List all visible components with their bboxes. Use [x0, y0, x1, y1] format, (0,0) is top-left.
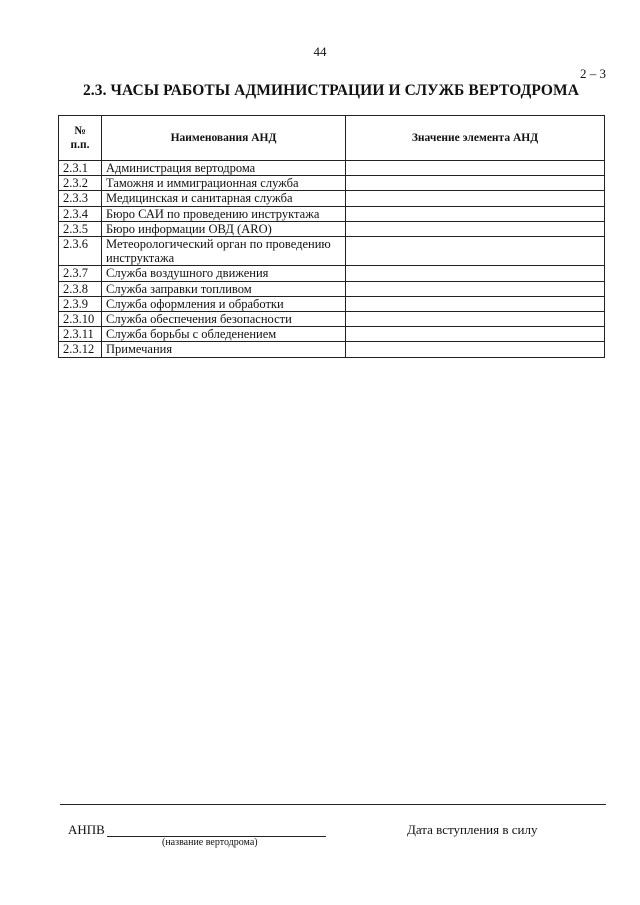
- table-row: [59, 296, 605, 311]
- table-row: [59, 312, 605, 327]
- table-row: [59, 221, 605, 236]
- row-number: 2.3.2: [59, 176, 102, 191]
- row-value: [346, 327, 605, 342]
- row-name: Примечания: [102, 342, 346, 357]
- header-number-symbol: №: [74, 125, 86, 137]
- row-value: [346, 221, 605, 236]
- row-value: [346, 191, 605, 206]
- header-number-abbr: п.п.: [70, 139, 90, 151]
- table-row: [59, 206, 605, 221]
- row-name: Служба обеспечения безопасности: [102, 312, 346, 327]
- table-row: [59, 266, 605, 281]
- header-name: Наименования АНД: [102, 116, 346, 161]
- row-number: 2.3.3: [59, 191, 102, 206]
- table-row: [59, 161, 605, 176]
- row-number: 2.3.6: [59, 237, 102, 266]
- section-code: 2 – 3: [580, 66, 606, 81]
- anpv-caption: (название вертодрома): [162, 837, 258, 848]
- table-row: [59, 281, 605, 296]
- table-row: [59, 191, 605, 206]
- table-row: [59, 237, 605, 266]
- table-header-row: [59, 116, 605, 161]
- table-row: [59, 176, 605, 191]
- row-value: [346, 342, 605, 357]
- row-name: Служба воздушного движения: [102, 266, 346, 281]
- row-name: Метеорологический орган по проведению инструктажа: [102, 237, 346, 266]
- effective-date-label: Дата вступления в силу: [407, 822, 538, 837]
- row-name: Служба оформления и обработки: [102, 296, 346, 311]
- row-name: Таможня и иммиграционная служба: [102, 176, 346, 191]
- footer-divider: [60, 804, 606, 805]
- row-value: [346, 206, 605, 221]
- row-name: Бюро САИ по проведению инструктажа: [102, 206, 346, 221]
- row-number: 2.3.9: [59, 296, 102, 311]
- row-value: [346, 296, 605, 311]
- row-number: 2.3.8: [59, 281, 102, 296]
- row-number: 2.3.10: [59, 312, 102, 327]
- row-number: 2.3.12: [59, 342, 102, 357]
- anpv-label: АНПВ: [68, 822, 105, 837]
- row-value: [346, 281, 605, 296]
- table-body: [59, 161, 605, 358]
- row-number: 2.3.7: [59, 266, 102, 281]
- table-row: [59, 342, 605, 357]
- row-number: 2.3.11: [59, 327, 102, 342]
- row-name: Служба заправки топливом: [102, 281, 346, 296]
- header-value: Значение элемента АНД: [346, 116, 605, 161]
- table-row: [59, 327, 605, 342]
- row-number: 2.3.4: [59, 206, 102, 221]
- row-name: Служба борьбы с обледенением: [102, 327, 346, 342]
- row-number: 2.3.5: [59, 221, 102, 236]
- page-number: 44: [313, 44, 327, 59]
- row-number: 2.3.1: [59, 161, 102, 176]
- row-value: [346, 237, 605, 266]
- row-value: [346, 266, 605, 281]
- row-name: Медицинская и санитарная служба: [102, 191, 346, 206]
- and-table: [58, 115, 605, 358]
- row-name: Бюро информации ОВД (ARO): [102, 221, 346, 236]
- row-value: [346, 161, 605, 176]
- row-value: [346, 312, 605, 327]
- row-name: Администрация вертодрома: [102, 161, 346, 176]
- section-title: 2.3. ЧАСЫ РАБОТЫ АДМИНИСТРАЦИИ И СЛУЖБ ВЕРТОДРОМА: [82, 82, 580, 99]
- row-value: [346, 176, 605, 191]
- header-number: [59, 116, 102, 161]
